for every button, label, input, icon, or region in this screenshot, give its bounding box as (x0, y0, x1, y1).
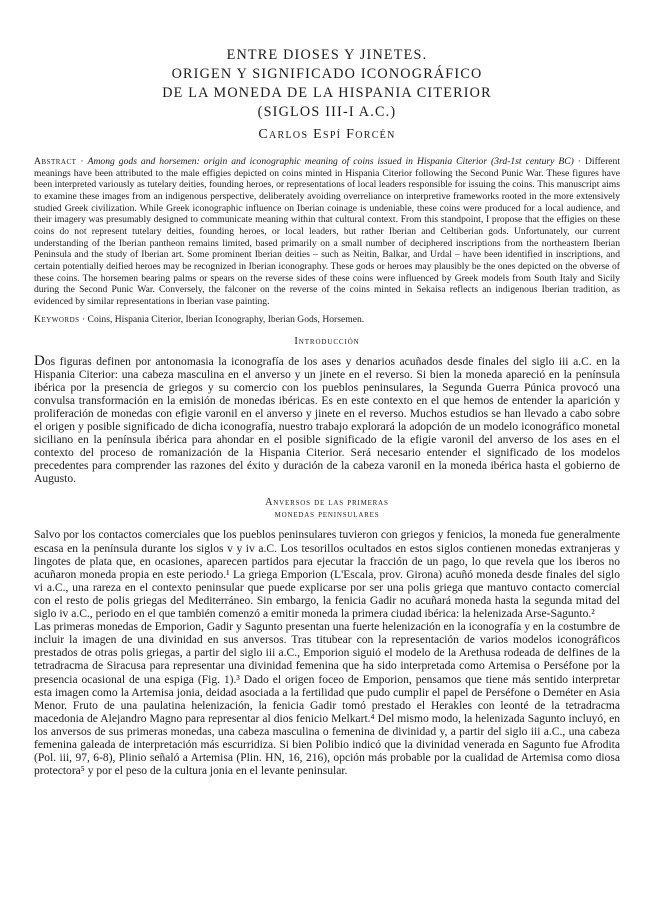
abstract-separator: · (573, 156, 585, 167)
abstract-label: Abstract (34, 156, 77, 167)
abstract (34, 156, 620, 308)
keywords-text: Coins, Hispania Citerior, Iberian Iconography, Iberian Gods, Horsemen. (87, 313, 365, 325)
title-line: (SIGLOS III-I A.C.) (257, 104, 397, 120)
title-line: DE LA MONEDA DE LA HISPANIA CITERIOR (162, 85, 492, 101)
subheading-line: monedas peninsulares (274, 509, 380, 521)
abstract-text: Different meanings have been attributed to the male effigies depicted on coins minted in Hispania Citerior following the Second Punic War. These figures have been interpreted variously as tutelary deities, founding heroes, or representations of local leaders responsible for issuing the coins. This manuscript aims to examine these images from an indigenous perspective, deliberately avoiding overreliance on interpretive frameworks rooted in the more extensively studied Greek civilization. While Greek iconographic influence on Iberian coinage is undeniable, these coins were produced for a local audience, and their imagery was presumably designed to communicate meaning within that cultural context. From this standpoint, I propose that the effigies on these coins do not represent tutelary deities, founding heroes, or local leaders, but rather Iberian and Celtiberian gods. Unfortunately, our current understanding of the Iberian pantheon remains limited, based primarily on a small number of deciphered inscriptions from the northeastern Iberian Peninsula and the study of Iberian art. Some prominent Iberian deities – such as Neitin, Balkar, and Urdal – have been identified in inscriptions, and certain potentially deified heroes may be recognized in Iberian iconography. These gods or heroes may plausibly be the ones depicted on the obverse of these coins. The horsemen bearing palms or spears on the reverse sides of these coins were influenced by Greek models from South Italy and Sicily during the Second Punic War. Conversely, the falconer on the reverse of the coins minted in Sekaisa reflects an indigenous Iberian tradition, as evidenced by similar representations in Iberian vase painting. (34, 156, 620, 307)
keywords-label: Keywords (34, 313, 80, 325)
intro-dropcap: D (34, 352, 45, 369)
keywords-separator: · (79, 313, 88, 325)
subheading-line: Anversos de las primeras (265, 497, 389, 509)
subheading (34, 497, 620, 521)
section-heading-introduccion: Introducción (294, 335, 360, 347)
body-paragraph: Salvo por los contactos comerciales que los pueblos peninsulares tuvieron con griegos y fenicios, la moneda fue generalmente escasa en la península durante los siglos v y iv a.C. Los tesorillos ocultados en estos siglos contienen monedas extranjeras y lingotes de plata que, en ocasiones, aparecen partidos para ejecutar la fracción de un pago, lo que revela que los iberos no acuñaron moneda propia en este periodo.¹ La griega Emporion (L'Escala, prov. Girona) acuñó moneda desde finales del siglo vi a.C., una rareza en el contexto peninsular que puede explicarse por ser una polis griega que mantuvo contacto comercial con el resto de polis griegas del Mediterráneo. Sin embargo, la fenicia Gadir no acuñará moneda hasta la segunda mitad del siglo iv a.C., periodo en el que también comenzó a emitir moneda la primera ciudad ibérica: la helenizada Arse-Sagunto.² (34, 529, 620, 621)
title-line: ENTRE DIOSES Y JINETES. (226, 47, 428, 63)
body-paragraph: Las primeras monedas de Emporion, Gadir y Sagunto presentan una fuerte helenización en la iconografía y en la costumbre de incluir la imagen de una divinidad en sus anversos. Tras titubear con la representación de varios modelos iconográficos prestados de otras polis griegas, a partir del siglo iii a.C., Emporion siguió el modelo de la Arethusa rodeada de delfines de la tetradracma de Siracusa para representar una divinidad femenina que ha sido interpretada como Artemisa o Perséfone por la presencia ocasional de una espiga (Fig. 1).³ Dado el origen foceo de Emporion, pensamos que tiene más sentido interpretar esta imagen como la Artemisa jonia, deidad asociada a la fertilidad que pudo cumplir el papel de Perséfone o Deméter en Asia Menor. Fruto de una paulatina helenización, la fenicia Gadir tomó prestado el Herakles con leonté de la tetradracma macedonia de Alejandro Magno para representar al dios fenicio Melkart.⁴ Del mismo modo, la helenizada Sagunto incluyó, en los anversos de sus primeras monedas, una cabeza masculina o femenina de divinidad y, a partir del siglo iii a.C., una cabeza femenina galeada de interpretación más escurridiza. Si bien Polibio indicó que la divinidad venerada en Sagunto fue Afrodita (Pol. iii, 97, 6-8), Plinio señaló a Artemisa (Plin. HN, 16, 216), opción más probable por la cualidad de Artemisa como diosa protectora⁵ y por el peso de la cultura jonia en el levante peninsular. (34, 621, 620, 778)
title-line: ORIGEN Y SIGNIFICADO ICONOGRÁFICO (171, 66, 483, 82)
intro-paragraph (34, 352, 620, 487)
article-page (34, 46, 620, 778)
abstract-lead: Among gods and horsemen: origin and iconographic meaning of coins issued in Hispania Citerior (3rd-1st century BC) (87, 156, 574, 167)
abstract-separator: · (76, 156, 88, 167)
keywords (34, 314, 620, 326)
article-title (34, 46, 620, 122)
author-name: Carlos Espí Forcén (258, 127, 396, 142)
intro-text: os figuras definen por antonomasia la iconografía de los ases y denarios acuñados desde finales del siglo iii a.C. en la Hispania Citerior: una cabeza masculina en el anverso y un jinete en el reverso. Si bien la moneda apareció en la península ibérica por la presencia de griegos y su comercio con los pueblos peninsulares, la Segunda Guerra Púnica provocó una convulsa transformación en la emisión de monedas ibéricas. Es en este contexto en el que hemos de entender la aparición y proliferación de monedas con efigie varonil en el anverso y jinete en el reverso. Muchos estudios se han llevado a cabo sobre el origen y posible significado de dicha iconografía, nuestro trabajo explorará la adopción de un modelo iconográfico monetal siciliano en la península ibérica para ahondar en el posible significado de la efigie varonil del anverso de los ases en el contexto del proceso de romanización de la Hispania Citerior. Será necesario entender el significado de los modelos precedentes para comprender las razones del éxito y duración de la cabeza varonil en la moneda ibérica hasta el gobierno de Augusto. (34, 355, 620, 486)
